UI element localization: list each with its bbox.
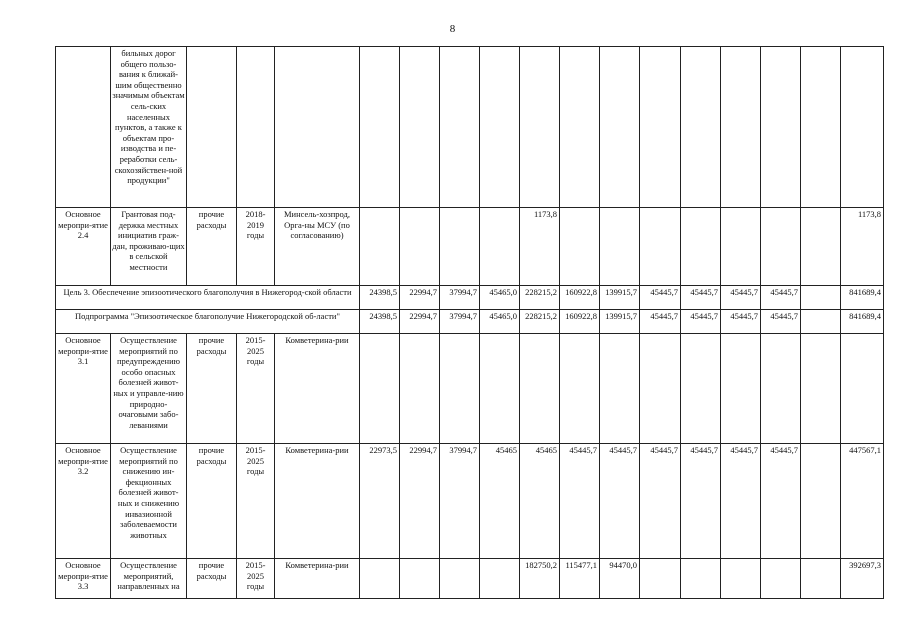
page-number: 8 bbox=[449, 23, 456, 35]
value-cell bbox=[801, 310, 841, 334]
total-cell: 841689,4 bbox=[841, 286, 884, 310]
value-cell bbox=[721, 559, 761, 599]
executor-cell: Комветерина-рии bbox=[275, 334, 360, 444]
value-cell bbox=[480, 559, 520, 599]
measure-code-cell: Основное меропри-ятие 3.1 bbox=[56, 334, 111, 444]
goal-label-cell: Цель 3. Обеспечение эпизоотического благополучия в Нижегород-ской области bbox=[56, 286, 360, 310]
value-cell: 45445,7 bbox=[761, 310, 801, 334]
value-cell: 45445,7 bbox=[640, 444, 681, 559]
value-cell bbox=[400, 47, 440, 208]
measure-description-cell: бильных дорог общего пользо-вания к ближай-шим общественно значимым объектам сель-ских населенных пунктов, а также к объектам про-изводства и пе-реработки сель-скохозяйствен-ной продукции" bbox=[111, 47, 187, 208]
value-cell bbox=[560, 334, 600, 444]
years-cell: 2015-2025 годы bbox=[237, 444, 275, 559]
value-cell bbox=[560, 208, 600, 286]
value-cell: 45445,7 bbox=[681, 286, 721, 310]
value-cell: 45445,7 bbox=[761, 286, 801, 310]
goal-row bbox=[56, 286, 884, 310]
value-cell bbox=[520, 334, 560, 444]
value-cell bbox=[801, 47, 841, 208]
years-cell bbox=[237, 47, 275, 208]
value-cell: 24398,5 bbox=[360, 310, 400, 334]
value-cell: 37994,7 bbox=[440, 286, 480, 310]
measure-description-cell: Грантовая под-держка местных инициатив граж-дан, проживаю-щих в сельской местности bbox=[111, 208, 187, 286]
total-cell: 447567,1 bbox=[841, 444, 884, 559]
measure-description-cell: Осуществление мероприятий по снижению ин-фекционных болезней живот-ных и снижению инвазионной заболеваемости животных bbox=[111, 444, 187, 559]
value-cell bbox=[721, 47, 761, 208]
value-cell bbox=[761, 559, 801, 599]
total-cell: 392697,3 bbox=[841, 559, 884, 599]
value-cell: 45445,7 bbox=[721, 310, 761, 334]
value-cell bbox=[640, 208, 681, 286]
goal-row bbox=[56, 310, 884, 334]
value-cell bbox=[440, 559, 480, 599]
value-cell bbox=[560, 47, 600, 208]
value-cell bbox=[640, 47, 681, 208]
value-cell: 1173,8 bbox=[520, 208, 560, 286]
value-cell bbox=[440, 208, 480, 286]
value-cell bbox=[721, 334, 761, 444]
value-cell: 45465 bbox=[480, 444, 520, 559]
value-cell: 115477,1 bbox=[560, 559, 600, 599]
value-cell bbox=[360, 208, 400, 286]
value-cell bbox=[801, 286, 841, 310]
value-cell: 182750,2 bbox=[520, 559, 560, 599]
value-cell bbox=[801, 444, 841, 559]
expense-type-cell: прочие расходы bbox=[187, 559, 237, 599]
years-cell: 2018-2019 годы bbox=[237, 208, 275, 286]
value-cell bbox=[360, 559, 400, 599]
value-cell bbox=[480, 208, 520, 286]
value-cell: 22994,7 bbox=[400, 310, 440, 334]
value-cell: 160922,8 bbox=[560, 286, 600, 310]
value-cell: 94470,0 bbox=[600, 559, 640, 599]
executor-cell bbox=[275, 47, 360, 208]
measure-row bbox=[56, 208, 884, 286]
measure-code-cell: Основное меропри-ятие 3.2 bbox=[56, 444, 111, 559]
value-cell bbox=[801, 334, 841, 444]
years-cell: 2015-2025 годы bbox=[237, 334, 275, 444]
value-cell bbox=[360, 334, 400, 444]
expense-type-cell: прочие расходы bbox=[187, 444, 237, 559]
expense-type-cell bbox=[187, 47, 237, 208]
value-cell bbox=[600, 208, 640, 286]
measure-row bbox=[56, 334, 884, 444]
total-cell: 841689,4 bbox=[841, 310, 884, 334]
value-cell bbox=[721, 208, 761, 286]
value-cell bbox=[480, 47, 520, 208]
executor-cell: Комветерина-рии bbox=[275, 444, 360, 559]
value-cell bbox=[681, 208, 721, 286]
executor-cell: Комветерина-рии bbox=[275, 559, 360, 599]
value-cell bbox=[640, 334, 681, 444]
goal-label-cell: Подпрограмма "Эпизоотическое благополучие Нижегородской об-ласти" bbox=[56, 310, 360, 334]
table-body bbox=[56, 47, 884, 599]
value-cell bbox=[600, 334, 640, 444]
value-cell: 228215,2 bbox=[520, 310, 560, 334]
total-cell: 1173,8 bbox=[841, 208, 884, 286]
value-cell bbox=[600, 47, 640, 208]
value-cell bbox=[400, 208, 440, 286]
years-cell: 2015-2025 годы bbox=[237, 559, 275, 599]
measure-row bbox=[56, 444, 884, 559]
value-cell bbox=[761, 47, 801, 208]
value-cell bbox=[801, 559, 841, 599]
value-cell bbox=[761, 208, 801, 286]
value-cell: 45445,7 bbox=[681, 444, 721, 559]
value-cell: 228215,2 bbox=[520, 286, 560, 310]
value-cell: 45445,7 bbox=[761, 444, 801, 559]
value-cell bbox=[640, 559, 681, 599]
value-cell: 45445,7 bbox=[721, 286, 761, 310]
value-cell bbox=[520, 47, 560, 208]
value-cell: 22973,5 bbox=[360, 444, 400, 559]
value-cell bbox=[681, 559, 721, 599]
total-cell bbox=[841, 334, 884, 444]
total-cell bbox=[841, 47, 884, 208]
expense-type-cell: прочие расходы bbox=[187, 208, 237, 286]
measure-description-cell: Осуществление мероприятий, направленных на bbox=[111, 559, 187, 599]
value-cell bbox=[681, 334, 721, 444]
value-cell: 24398,5 bbox=[360, 286, 400, 310]
measure-code-cell bbox=[56, 47, 111, 208]
value-cell: 45445,7 bbox=[600, 444, 640, 559]
value-cell: 45445,7 bbox=[560, 444, 600, 559]
value-cell: 45445,7 bbox=[640, 310, 681, 334]
value-cell bbox=[440, 47, 480, 208]
value-cell: 160922,8 bbox=[560, 310, 600, 334]
value-cell bbox=[400, 334, 440, 444]
measure-code-cell: Основное меропри-ятие 3.3 bbox=[56, 559, 111, 599]
value-cell: 45465,0 bbox=[480, 286, 520, 310]
value-cell bbox=[360, 47, 400, 208]
measure-row bbox=[56, 559, 884, 599]
value-cell bbox=[480, 334, 520, 444]
expense-type-cell: прочие расходы bbox=[187, 334, 237, 444]
value-cell bbox=[801, 208, 841, 286]
value-cell: 45445,7 bbox=[681, 310, 721, 334]
value-cell bbox=[761, 334, 801, 444]
value-cell: 45445,7 bbox=[640, 286, 681, 310]
budget-table bbox=[55, 46, 884, 599]
value-cell bbox=[400, 559, 440, 599]
measure-code-cell: Основное меропри-ятие 2.4 bbox=[56, 208, 111, 286]
value-cell: 22994,7 bbox=[400, 286, 440, 310]
measure-row bbox=[56, 47, 884, 208]
value-cell: 22994,7 bbox=[400, 444, 440, 559]
executor-cell: Минсель-хозпрод, Орга-ны МСУ (по согласованию) bbox=[275, 208, 360, 286]
value-cell: 45465,0 bbox=[480, 310, 520, 334]
value-cell: 45445,7 bbox=[721, 444, 761, 559]
value-cell: 45465 bbox=[520, 444, 560, 559]
value-cell: 139915,7 bbox=[600, 286, 640, 310]
measure-description-cell: Осуществление мероприятий по предупреждению особо опасных болезней живот-ных и управле-нию природно-очаговыми забо-леваниями bbox=[111, 334, 187, 444]
value-cell bbox=[440, 334, 480, 444]
value-cell: 139915,7 bbox=[600, 310, 640, 334]
value-cell bbox=[681, 47, 721, 208]
value-cell: 37994,7 bbox=[440, 310, 480, 334]
value-cell: 37994,7 bbox=[440, 444, 480, 559]
